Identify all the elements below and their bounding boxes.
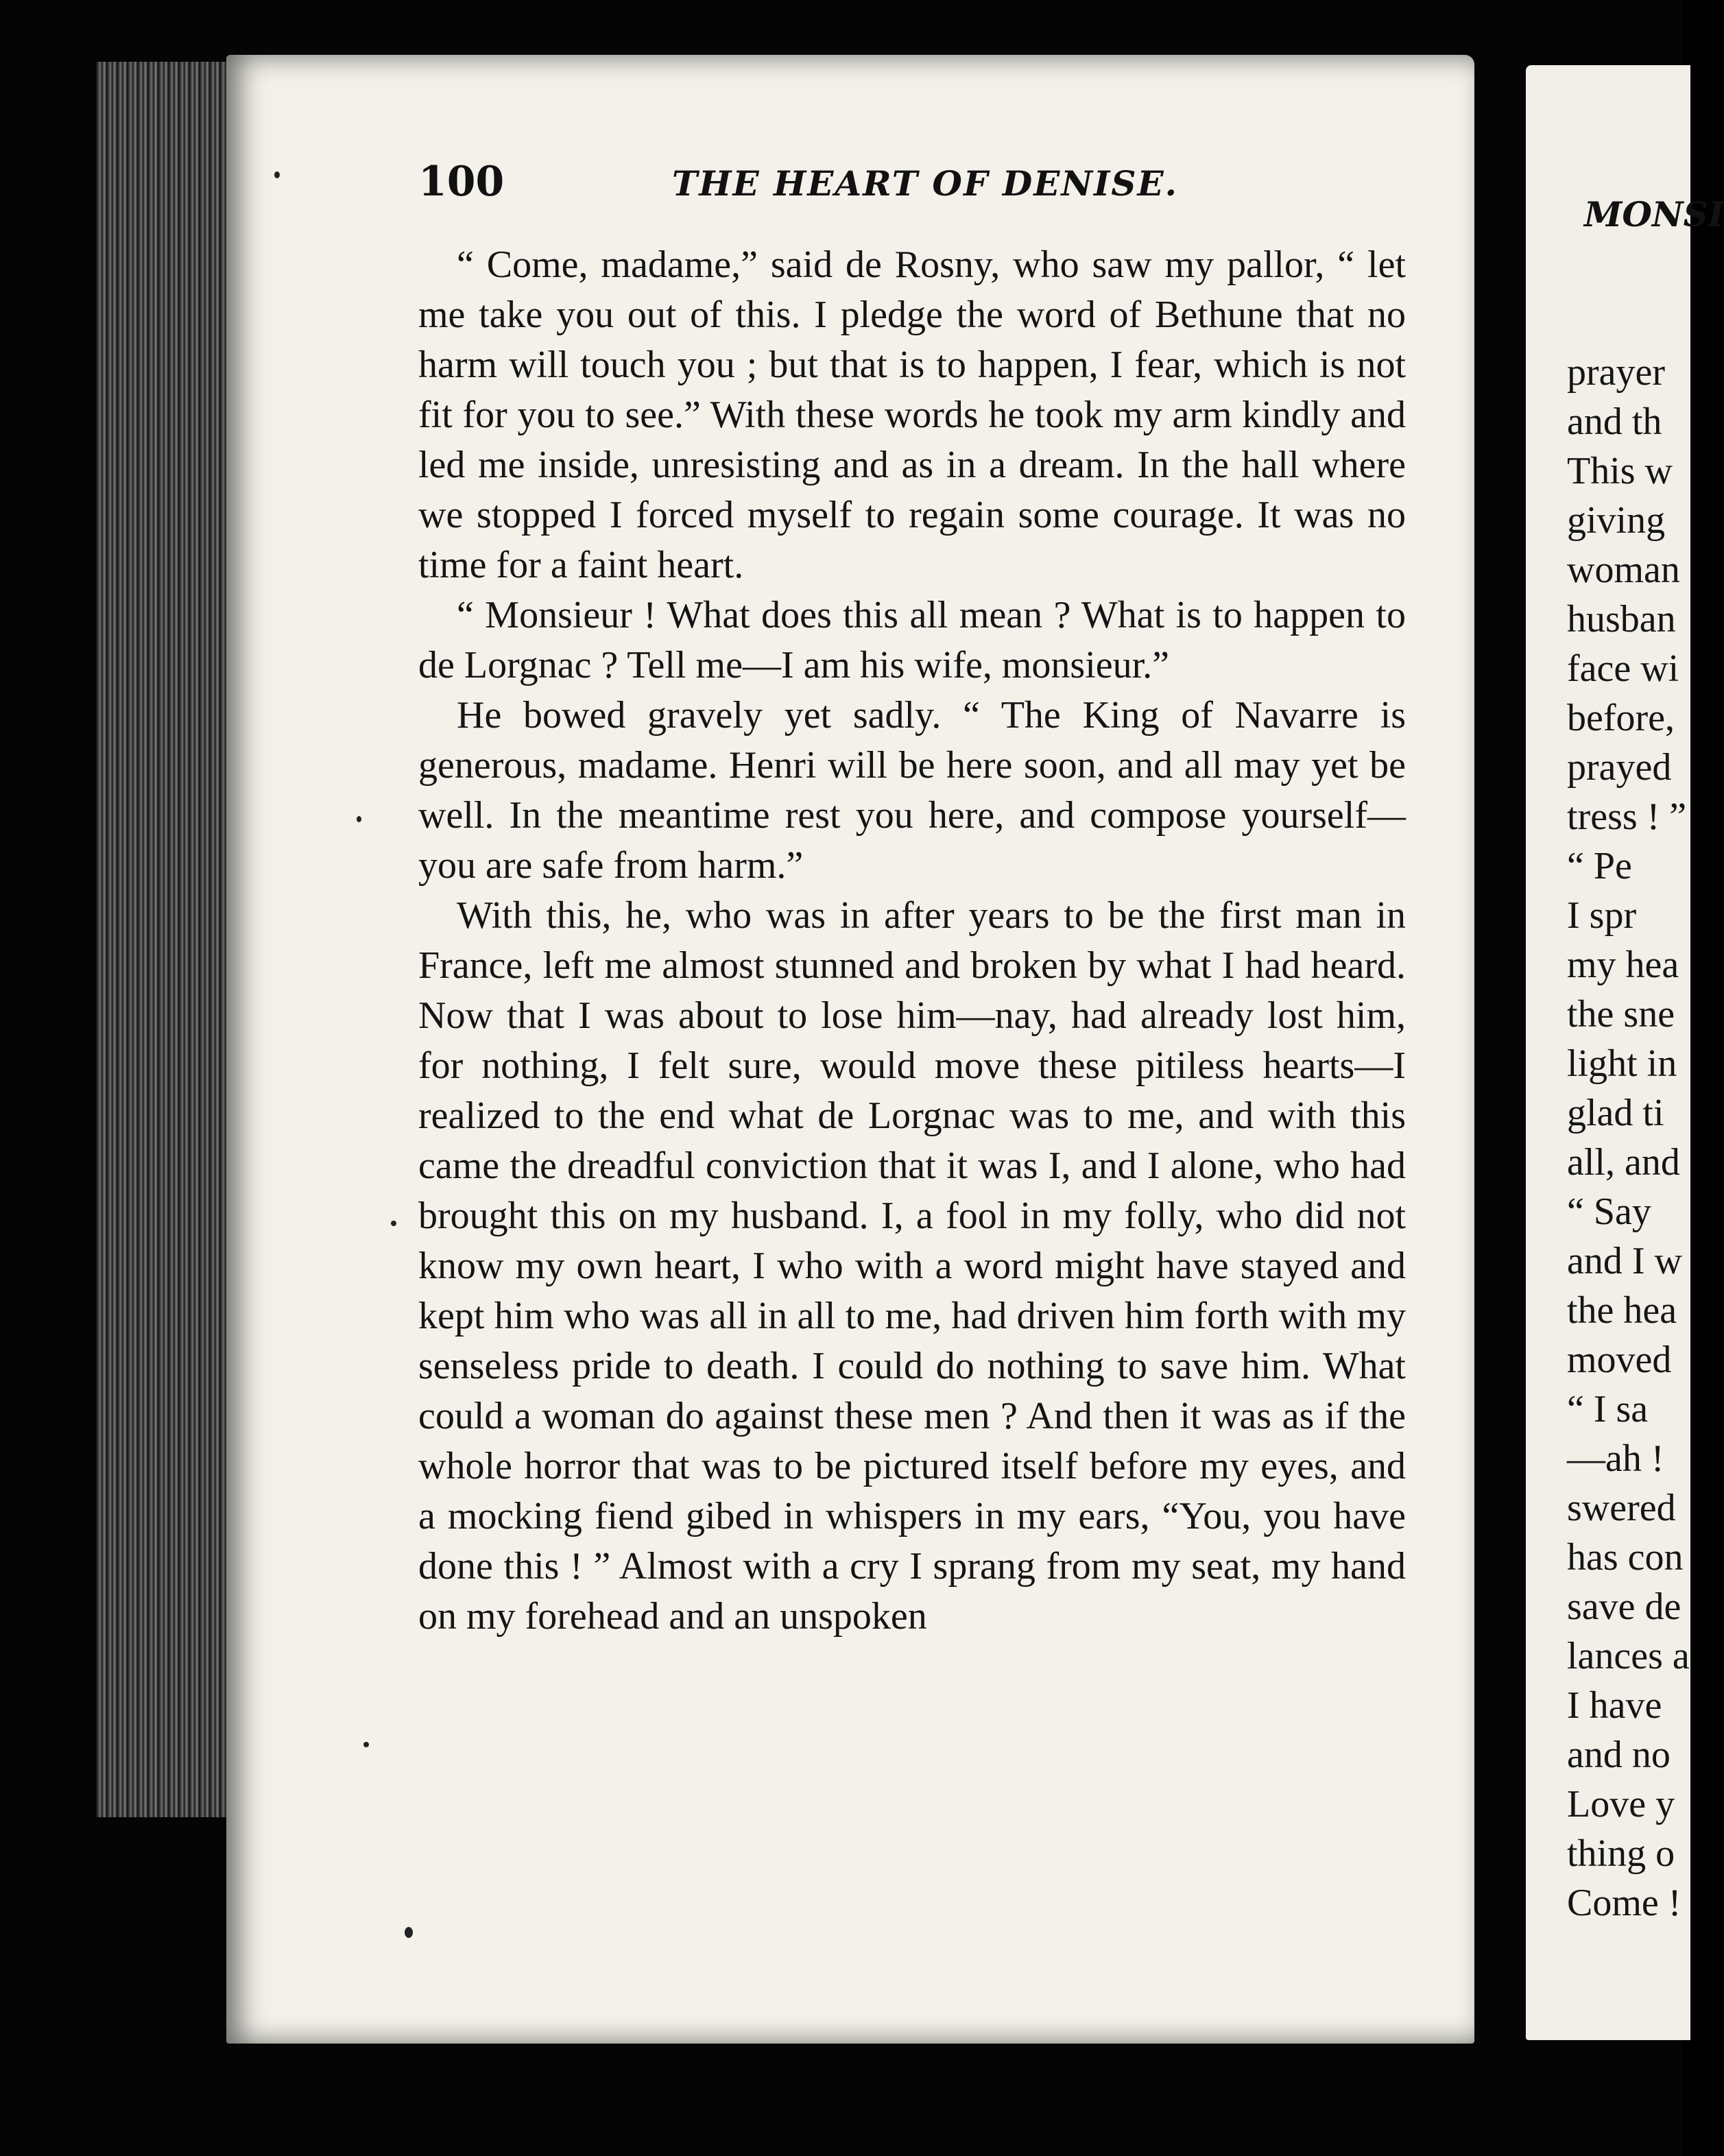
right-line: prayed <box>1567 746 1672 789</box>
right-line: the hea <box>1567 1289 1677 1332</box>
right-line: thing o <box>1567 1832 1675 1875</box>
right-line: and no <box>1567 1734 1671 1776</box>
right-line: Love y <box>1567 1783 1675 1825</box>
right-line: the sne <box>1567 993 1675 1035</box>
right-line: husban <box>1567 598 1676 640</box>
right-line: woman <box>1567 549 1680 591</box>
right-line: all, and <box>1567 1141 1680 1184</box>
print-speck <box>405 1927 413 1938</box>
page-number: 100 <box>418 158 505 206</box>
right-line: and th <box>1567 400 1662 443</box>
right-line: “ Say <box>1567 1190 1651 1233</box>
print-speck <box>363 1742 369 1747</box>
paragraph-1: “ Come, madame,” said de Rosny, who saw my pallor, “ let me take you out of this. I pledge the word of Bethune that no harm will touch you ; but that is to happen, I fear, which is not fit for you to see.” With these words he took my arm kindly and led me inside, unresisting and as in a dream. In the hall where we stopped I forced myself to regain some courage. It was no time for a faint heart. <box>418 243 1406 586</box>
print-speck <box>274 171 280 178</box>
right-line: my hea <box>1567 944 1679 986</box>
right-line: save de <box>1567 1585 1681 1628</box>
right-line: —ah ! <box>1567 1437 1664 1480</box>
left-page-content <box>418 158 1474 1642</box>
right-line: moved <box>1567 1339 1672 1381</box>
right-line: lances a <box>1567 1635 1690 1677</box>
right-line: swered <box>1567 1487 1676 1529</box>
print-speck <box>391 1221 396 1226</box>
right-line: face wi <box>1567 647 1679 690</box>
running-title: THE HEART OF DENISE. <box>672 163 1179 204</box>
right-line: This w <box>1567 450 1673 492</box>
right-line: Come ! <box>1567 1882 1681 1924</box>
body-text <box>418 240 1406 1642</box>
right-line: I spr <box>1567 894 1637 937</box>
right-line: “ Pe <box>1567 845 1632 887</box>
right-line: “ I sa <box>1567 1388 1649 1430</box>
print-speck <box>357 816 361 822</box>
running-head <box>418 158 1474 213</box>
right-line: I have <box>1567 1684 1662 1727</box>
right-line: giving <box>1567 499 1666 542</box>
right-line: prayer <box>1567 351 1666 394</box>
right-running-head: MONSI <box>1584 194 1724 235</box>
left-page <box>226 55 1474 2044</box>
paragraph-2: “ Monsieur ! What does this all mean ? What is to happen to de Lorgnac ? Tell me—I am his wife, monsieur.” <box>418 594 1406 686</box>
right-line: and I w <box>1567 1240 1682 1282</box>
right-line: glad ti <box>1567 1092 1664 1134</box>
right-line: tress ! ” <box>1567 795 1687 838</box>
paragraph-3: He bowed gravely yet sadly. “ The King of Navarre is generous, madame. Henri will be here soon, and all may yet be well. In the meantime rest you here, and compose yourself—you are safe from harm.” <box>418 694 1406 887</box>
paragraph-4: With this, he, who was in after years to be the first man in France, left me almost stunned and broken by what I had heard. Now that I was about to lose him—nay, had already lost him, for nothing, I felt sure, would move these pitiless hearts—I realized to the end what de Lorgnac was to me, and with this came the dreadful conviction that it was I, and I alone, who had brought this on my husband. I, a fool in my folly, who did not know my own heart, I who with a word might have stayed and kept him who was all in all to me, had driven him forth with my senseless pride to death. I could do nothing to save him. What could a woman do against these men ? And then it was as if the whole horror that was to be pictured itself before my eyes, and a mocking fiend gibed in whispers in my ears, “You, you have done this ! ” Almost with a cry I sprang from my seat, my hand on my forehead and an unspoken <box>418 894 1406 1638</box>
right-line: light in <box>1567 1042 1677 1085</box>
right-page-lines <box>1567 348 1690 1928</box>
right-page-fragment <box>1526 65 1724 2040</box>
right-line: before, <box>1567 697 1675 739</box>
right-line: has con <box>1567 1536 1684 1579</box>
